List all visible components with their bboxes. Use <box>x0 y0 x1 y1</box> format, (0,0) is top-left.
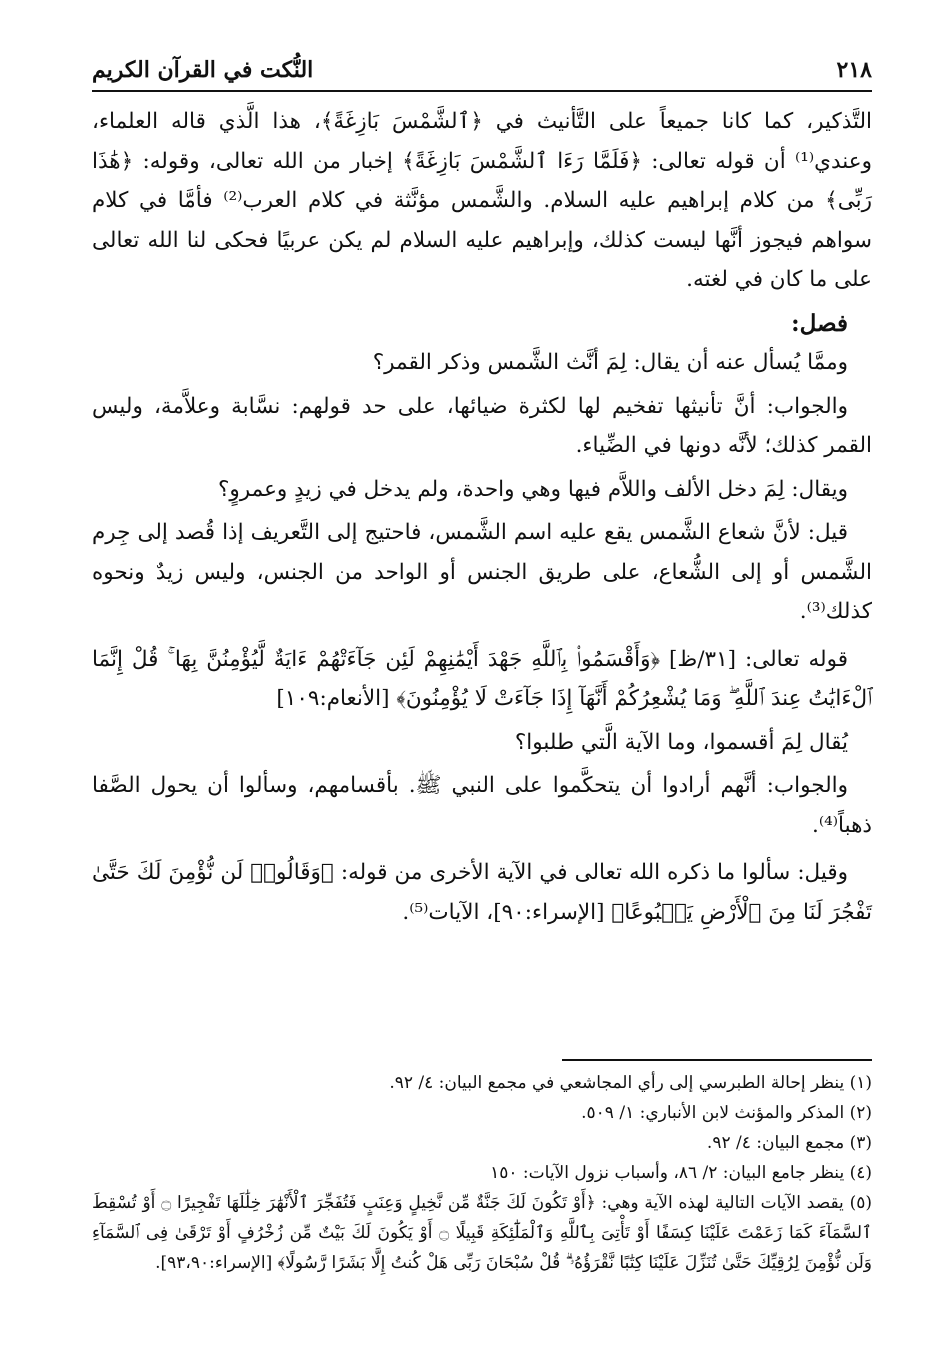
paragraph-9: وقيل: سألوا ما ذكره الله تعالى في الآية الأخرى من قوله: ﴿وَقَالُوا۟ لَن نُّؤْمِنَ لَكَ حَتَّىٰ تَفْجُرَ لَنَا مِنَ ٱلْأَرْضِ يَنۢبُوعًا﴾ [الإسراء:٩٠]، الآيات⁽⁵⁾. <box>92 860 872 925</box>
section-heading: فصل: <box>791 309 848 337</box>
footnote-2: (٢) المذكر والمؤنث لابن الأنباري: ١/ ٥٠٩. <box>581 1103 872 1123</box>
page-number: ٢١٨ <box>836 57 872 83</box>
paragraph-4: ويقال: لِمَ دخل الألف واللاَّم فيها وهي واحدة، ولم يدخل في زيدٍ وعمروٍ؟ <box>218 476 848 502</box>
footnotes <box>92 1068 872 1278</box>
paragraph-8: والجواب: أنَّهم أرادوا أن يتحكَّموا على النبي ﷺ. بأقسامهم، وسألوا أن يحول الصَّفا ذهباً⁽⁴⁾. <box>92 773 872 838</box>
paragraph-6: قوله تعالى: [٣١/ظ] ﴿وَأَقْسَمُوا۟ بِٱللَّهِ جَهْدَ أَيْمَٰنِهِمْ لَئِن جَآءَتْهُمْ ءَايَةٌ لَّيُؤْمِنُنَّ بِهَا ۚ قُلْ إِنَّمَا ٱلْءَايَٰتُ عِندَ ٱللَّهِ ۖ وَمَا يُشْعِرُكُمْ أَنَّهَآ إِذَا جَآءَتْ لَا يُؤْمِنُونَ﴾ [الأنعام:١٠٩] <box>92 646 872 711</box>
header-divider <box>92 90 872 92</box>
paragraph-7: يُقال لِمَ أقسموا، وما الآية الَّتي طلبوا؟ <box>514 729 848 755</box>
paragraph-2: وممَّا يُسأل عنه أن يقال: لِمَ أنَّث الشَّمس وذكر القمر؟ <box>372 350 848 375</box>
footnote-5: (٥) يقصد الآيات التالية لهذه الآية وهي: ﴿أَوْ تَكُونَ لَكَ جَنَّةٌ مِّن نَّخِيلٍ وَعِنَبٍ فَتُفَجِّرَ ٱلْأَنْهَٰرَ خِلَٰلَهَا تَفْجِيرًا ۝ أَوْ تُسْقِطَ ٱلسَّمَآءَ كَمَا زَعَمْتَ عَلَيْنَا كِسَفًا أَوْ تَأْتِىَ بِٱللَّهِ وَٱلْمَلَٰٓئِكَةِ قَبِيلًا ۝ أَوْ يَكُونَ لَكَ بَيْتٌ مِّن زُخْرُفٍ أَوْ تَرْقَىٰ فِى ٱلسَّمَآءِ وَلَن نُّؤْمِنَ لِرُقِيِّكَ حَتَّىٰ تُنَزِّلَ عَلَيْنَا كِتَٰبًا نَّقْرَؤُهُۥ ۗ قُلْ سُبْحَانَ رَبِّى هَلْ كُنتُ إِلَّا بَشَرًا رَّسُولًا﴾ [الإسراء:٩٣،٩٠]. <box>92 1193 873 1273</box>
footnote-1: (١) ينظر إحالة الطبرسي إلى رأي المجاشعي في مجمع البيان: ٤/ ٩٢. <box>389 1073 872 1093</box>
footnote-3: (٣) مجمع البيان: ٤/ ٩٢. <box>706 1133 872 1153</box>
main-text <box>92 102 872 932</box>
paragraph-1: التَّذكير، كما كانا جميعاً على التَّأنيث في ﴿ٱلشَّمْسَ بَازِغَةً﴾، هذا الَّذي قاله العلماء، وعندي⁽¹⁾ أن قوله تعالى: ﴿فَلَمَّا رَءَا ٱلشَّمْسَ بَازِغَةً﴾ إخبار من الله تعالى، وقوله: ﴿هَٰذَا رَبِّى﴾ من كلام إبراهيم عليه السلام. والشَّمس مؤنَّثة في كلام العرب⁽²⁾ فأمَّا في كلام سواهم فيجوز أنَّها ليست كذلك، وإبراهيم عليه السلام لم يكن عربيًا فحكى لنا الله تعالى على ما كان في لغته. <box>92 109 872 292</box>
book-title: النُّكت في القرآن الكريم <box>92 57 314 83</box>
paragraph-3: والجواب: أنَّ تأنيثها تفخيم لها لكثرة ضيائها، على حد قولهم: نسَّابة وعلاَّمة، وليس القمر كذلك؛ لأنَّه دونها في الضِّياء. <box>92 393 872 458</box>
footnote-divider <box>562 1059 872 1061</box>
page-header <box>92 52 872 88</box>
footnote-4: (٤) ينظر جامع البيان: ٢/ ٨٦، وأسباب نزول الآيات: ١٥٠ <box>490 1163 872 1183</box>
paragraph-5: قيل: لأنَّ شعاع الشَّمس يقع عليه اسم الشَّمس، فاحتيج إلى التَّعريف إذا قُصد إلى جِرم الشَّمس أو إلى الشُّعاع، على طريق الجنس أو الواحد من الجنس، وليس زيدٌ ونحوه كذلك⁽³⁾. <box>92 520 872 624</box>
